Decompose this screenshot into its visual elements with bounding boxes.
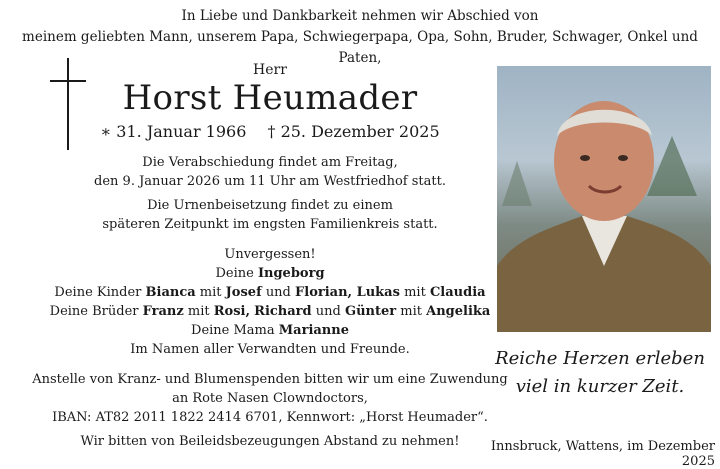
- donation-line-2: an Rote Nasen Clowndoctors,: [172, 391, 368, 406]
- wife-name: Ingeborg: [257, 266, 325, 281]
- child-names: Florian, Lukas: [295, 285, 400, 300]
- brother-name: Günter: [344, 304, 397, 319]
- intro-line-1: In Liebe und Dankbarkeit nehmen wir Abschied von: [181, 8, 539, 24]
- brothers-prefix: Deine Brüder: [49, 304, 139, 319]
- brother-name: Franz: [142, 304, 184, 319]
- farewell-line-1: Die Verabschiedung findet am Freitag,: [142, 155, 398, 170]
- partner-name: Angelika: [426, 304, 491, 319]
- quote-line-2: viel in kurzer Zeit.: [515, 376, 685, 397]
- wife-line: [0, 264, 540, 283]
- connector-mit: mit: [404, 285, 426, 300]
- farewell-info: [0, 153, 540, 191]
- life-dates: [40, 122, 500, 141]
- birth-date: ∗ 31. Januar 1966: [100, 122, 247, 141]
- donation-info: [0, 370, 540, 427]
- partner-name: Claudia: [429, 285, 486, 300]
- connector-mit: mit: [199, 285, 222, 300]
- urn-line-2: späteren Zeitpunkt im engsten Familienkreis statt.: [102, 217, 438, 232]
- deceased-name: Horst Heumader: [122, 78, 418, 118]
- brothers-line: [0, 302, 540, 321]
- mother-prefix: Deine Mama: [191, 323, 275, 338]
- place-date: Innsbruck, Wattens, im Dezember 2025: [490, 439, 715, 469]
- farewell-line-2: den 9. Januar 2026 um 11 Uhr am Westfriedhof statt.: [94, 174, 446, 189]
- children-line: [0, 283, 540, 302]
- mourners-list: [0, 245, 540, 359]
- children-prefix: Deine Kinder: [54, 285, 142, 300]
- salutation: Herr: [253, 62, 287, 78]
- memorial-quote: [480, 345, 720, 401]
- partner-name: Josef: [225, 285, 262, 300]
- urn-info: [0, 196, 540, 234]
- comma: ,: [245, 304, 250, 319]
- portrait-illustration: [497, 66, 711, 332]
- brother-name: Richard: [254, 304, 312, 319]
- quote-line-1: Reiche Herzen erleben: [495, 348, 705, 369]
- partner-name: Rosi: [213, 304, 246, 319]
- wife-prefix: Deine: [215, 266, 254, 281]
- relatives-line: Im Namen aller Verwandten und Freunde.: [130, 342, 410, 357]
- child-name: Bianca: [145, 285, 196, 300]
- urn-line-1: Die Urnenbeisetzung findet zu einem: [147, 198, 393, 213]
- connector-mit: mit: [400, 304, 422, 319]
- unforgotten-line: Unvergessen!: [224, 247, 316, 262]
- condolences-note: Wir bitten von Beileidsbezeugungen Abstand zu nehmen!: [80, 434, 460, 449]
- intro-line-2: meinem geliebten Mann, unserem Papa, Schwiegerpapa, Opa, Sohn, Bruder, Schwager, Onkel und Paten,: [22, 29, 698, 66]
- connector-und: und: [265, 285, 291, 300]
- intro-text: [0, 6, 720, 69]
- mother-name: Marianne: [278, 323, 349, 338]
- portrait-photo: [497, 66, 711, 332]
- connector-und: und: [315, 304, 341, 319]
- death-date: † 25. Dezember 2025: [267, 122, 440, 141]
- donation-line-3: IBAN: AT82 2011 1822 2414 6701, Kennwort: „Horst Heumader“.: [52, 410, 488, 425]
- connector-mit: mit: [187, 304, 210, 319]
- donation-line-1: Anstelle von Kranz- und Blumenspenden bitten wir um eine Zuwendung: [32, 372, 508, 387]
- mother-line: [0, 321, 540, 340]
